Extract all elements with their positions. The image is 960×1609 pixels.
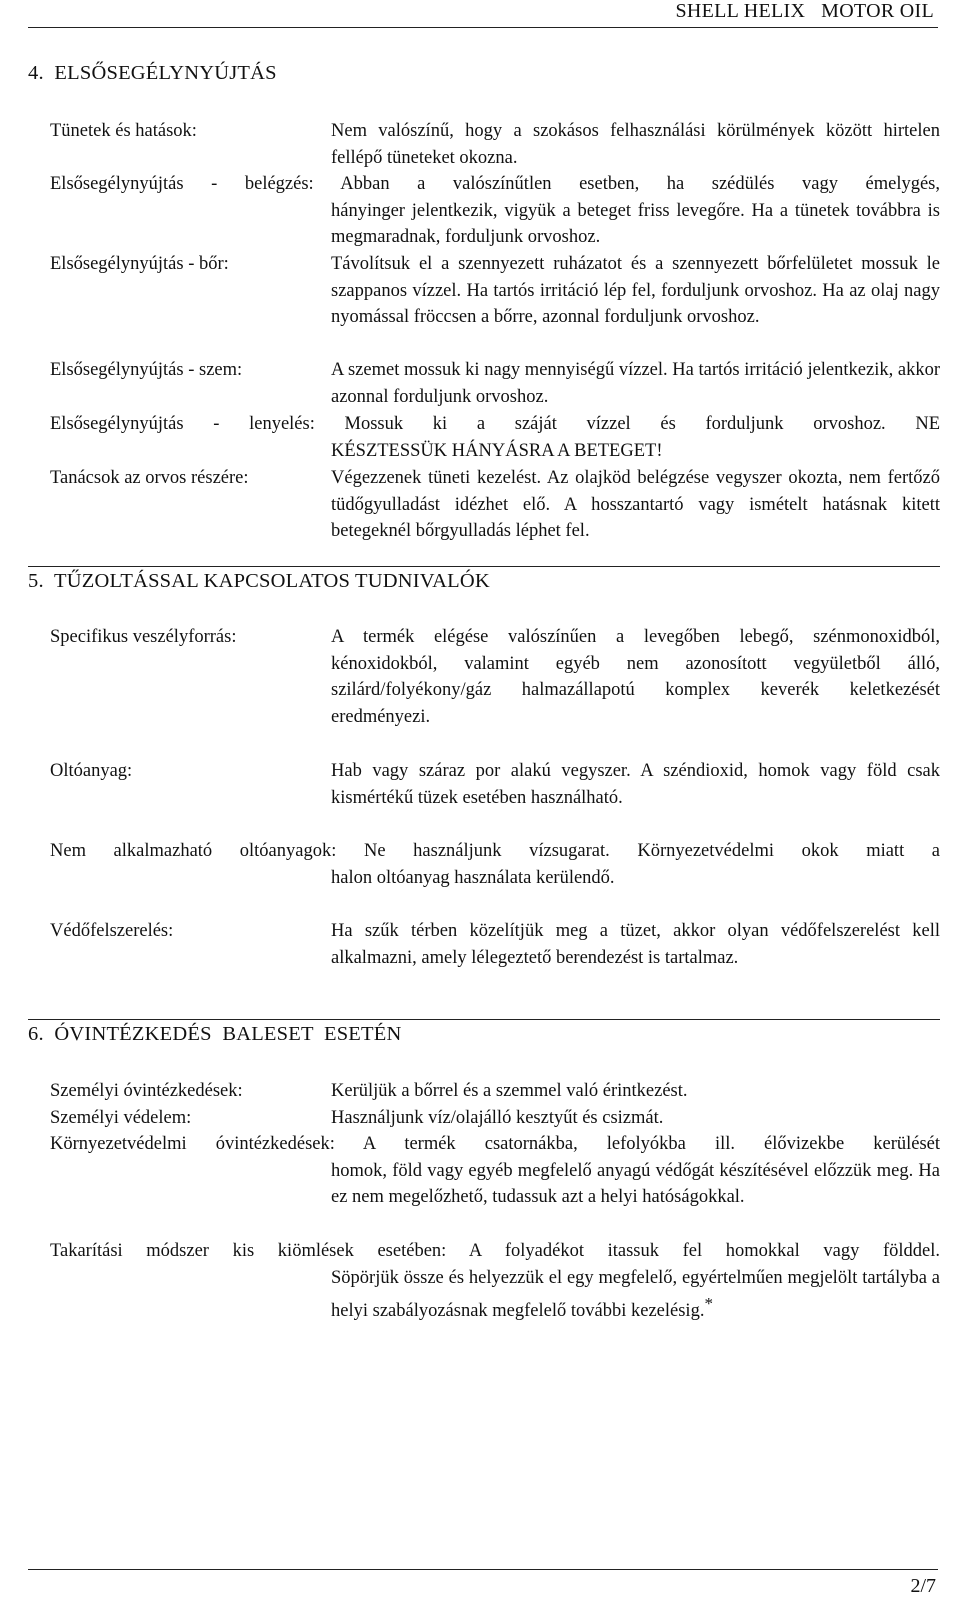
page-number: 2/7 [910, 1575, 936, 1597]
fire-row-specific-hazard [50, 624, 940, 730]
row-text-first-line: A folyadékot itassuk fel homokkal vagy földdel. [468, 1241, 940, 1261]
row-text: Használjunk víz/olajálló kesztyűt és csizmát. [331, 1108, 664, 1128]
row-label: Elsősegélynyújtás - belégzés: [50, 174, 314, 194]
footnote-mark: * [704, 1294, 713, 1313]
accident-row-personal-precautions [50, 1078, 940, 1105]
first-aid-row-eye [50, 357, 940, 410]
row-text: hányinger jelentkezik, vigyük a beteget friss levegőre. Ha a tünetek továbbra is megmaradnak, forduljunk orvoshoz. [331, 200, 940, 247]
section-divider [28, 566, 940, 567]
accident-row-environmental-precautions [50, 1131, 940, 1211]
section-divider [28, 1019, 940, 1020]
row-label: Oltóanyag: [50, 761, 133, 781]
row-text: homok, föld vagy egyéb megfelelő anyagú védőgát készítésével előzzük meg. Ha ez nem megelőzhető, tudassuk azt a helyi hatóságokkal. [331, 1160, 940, 1207]
first-aid-row-physician [50, 465, 940, 545]
accident-row-cleanup-method [50, 1238, 940, 1325]
accident-row-personal-protection [50, 1105, 940, 1132]
first-aid-row-symptoms [50, 118, 940, 171]
row-text: A termék elégése valószínűen a levegőben lebegő, szénmonoxidból, kénoxidokból, valamint egyéb nem azonosított vegyületből álló, szilárd/folyékony/gáz halmazállapotú komplex keverék keletkezését eredményezi. [331, 627, 940, 727]
row-text-first-line: Mossuk ki a száját vízzel és forduljunk orvoshoz. NE [344, 414, 940, 434]
row-text [331, 1265, 940, 1325]
fire-row-extinguishing-media [50, 758, 940, 811]
row-text-first-line: A termék csatornákba, lefolyókba ill. élővizekbe kerülését [362, 1134, 941, 1154]
row-label: Környezetvédelmi óvintézkedések: [50, 1134, 335, 1154]
row-label: Nem alkalmazható oltóanyagok: [50, 841, 337, 861]
row-label: Tanácsok az orvos részére: [50, 468, 249, 488]
row-label: Elsősegélynyújtás - lenyelés: [50, 414, 315, 434]
row-label: Tünetek és hatások: [50, 121, 197, 141]
first-aid-row-skin [50, 251, 940, 331]
row-text: Távolítsuk el a szennyezett ruházatot és a szennyezett bőrfelületet mossuk le szappanos vízzel. Ha tartós irritáció lép fel, forduljunk orvoshoz. Ha az olaj nagy nyomással fröccsen a bőrre, azonnal forduljunk orvoshoz. [331, 254, 940, 327]
row-label: Specifikus veszélyforrás: [50, 627, 237, 647]
row-label: Takarítási módszer kis kiömlések esetében: [50, 1241, 447, 1261]
section-5-title: 5. TŰZOLTÁSSAL KAPCSOLATOS TUDNIVALÓK [28, 570, 490, 592]
row-text-first-line: Abban a valószínűtlen esetben, ha szédülés vagy émelygés, [340, 174, 941, 194]
section-4-title: 4. ELSŐSEGÉLYNYÚJTÁS [28, 62, 277, 84]
row-label: Személyi védelem: [50, 1108, 192, 1128]
row-text: Kerüljük a bőrrel és a szemmel való érintkezést. [331, 1081, 688, 1101]
fire-row-protective-equipment [50, 918, 940, 971]
row-text: Ha szűk térben közelítjük meg a tüzet, akkor olyan védőfelszerelést kell alkalmazni, amely lélegeztető berendezést is tartalmaz. [331, 921, 940, 968]
row-label: Személyi óvintézkedések: [50, 1081, 243, 1101]
row-text-body: Söpörjük össze és helyezzük el egy megfelelő, egyértelműen megjelölt tartályba a helyi szabályozásnak megfelelő további kezelésig. [331, 1267, 940, 1322]
row-text: halon oltóanyag használata kerülendő. [331, 867, 615, 888]
footer-divider [28, 1569, 938, 1570]
row-text-first-line: Ne használjunk vízsugarat. Környezetvédelmi okok miatt a [363, 841, 941, 861]
first-aid-row-inhalation [50, 171, 940, 251]
row-label: Elsősegélynyújtás - bőr: [50, 254, 229, 274]
row-text: Nem valószínű, hogy a szokásos felhasználási körülmények között hirtelen fellépő tüneteket okozna. [331, 121, 940, 168]
row-label: Védőfelszerelés: [50, 921, 174, 941]
document-title: SHELL HELIX MOTOR OIL [675, 0, 934, 22]
row-label: Elsősegélynyújtás - szem: [50, 360, 243, 380]
row-text: Hab vagy száraz por alakú vegyszer. A széndioxid, homok vagy föld csak kismértékű tüzek esetében használható. [331, 761, 940, 808]
header-divider [28, 27, 938, 28]
fire-row-unsuitable-media [50, 838, 940, 891]
row-text: Végezzenek tüneti kezelést. Az olajköd belégzése vegyszer okozta, nem fertőző tüdőgyulladást idézhet elő. A hosszantartó vagy ismételt hatásnak kitett betegeknél bőrgyulladás léphet fel. [331, 468, 940, 541]
section-6-title: 6. ÓVINTÉZKEDÉS BALESET ESETÉN [28, 1023, 402, 1045]
first-aid-row-ingestion [50, 411, 940, 464]
row-text: A szemet mossuk ki nagy mennyiségű vízzel. Ha tartós irritáció jelentkezik, akkor azonnal forduljunk orvoshoz. [331, 360, 940, 407]
row-text: KÉSZTESSÜK HÁNYÁSRA A BETEGET! [331, 440, 663, 461]
